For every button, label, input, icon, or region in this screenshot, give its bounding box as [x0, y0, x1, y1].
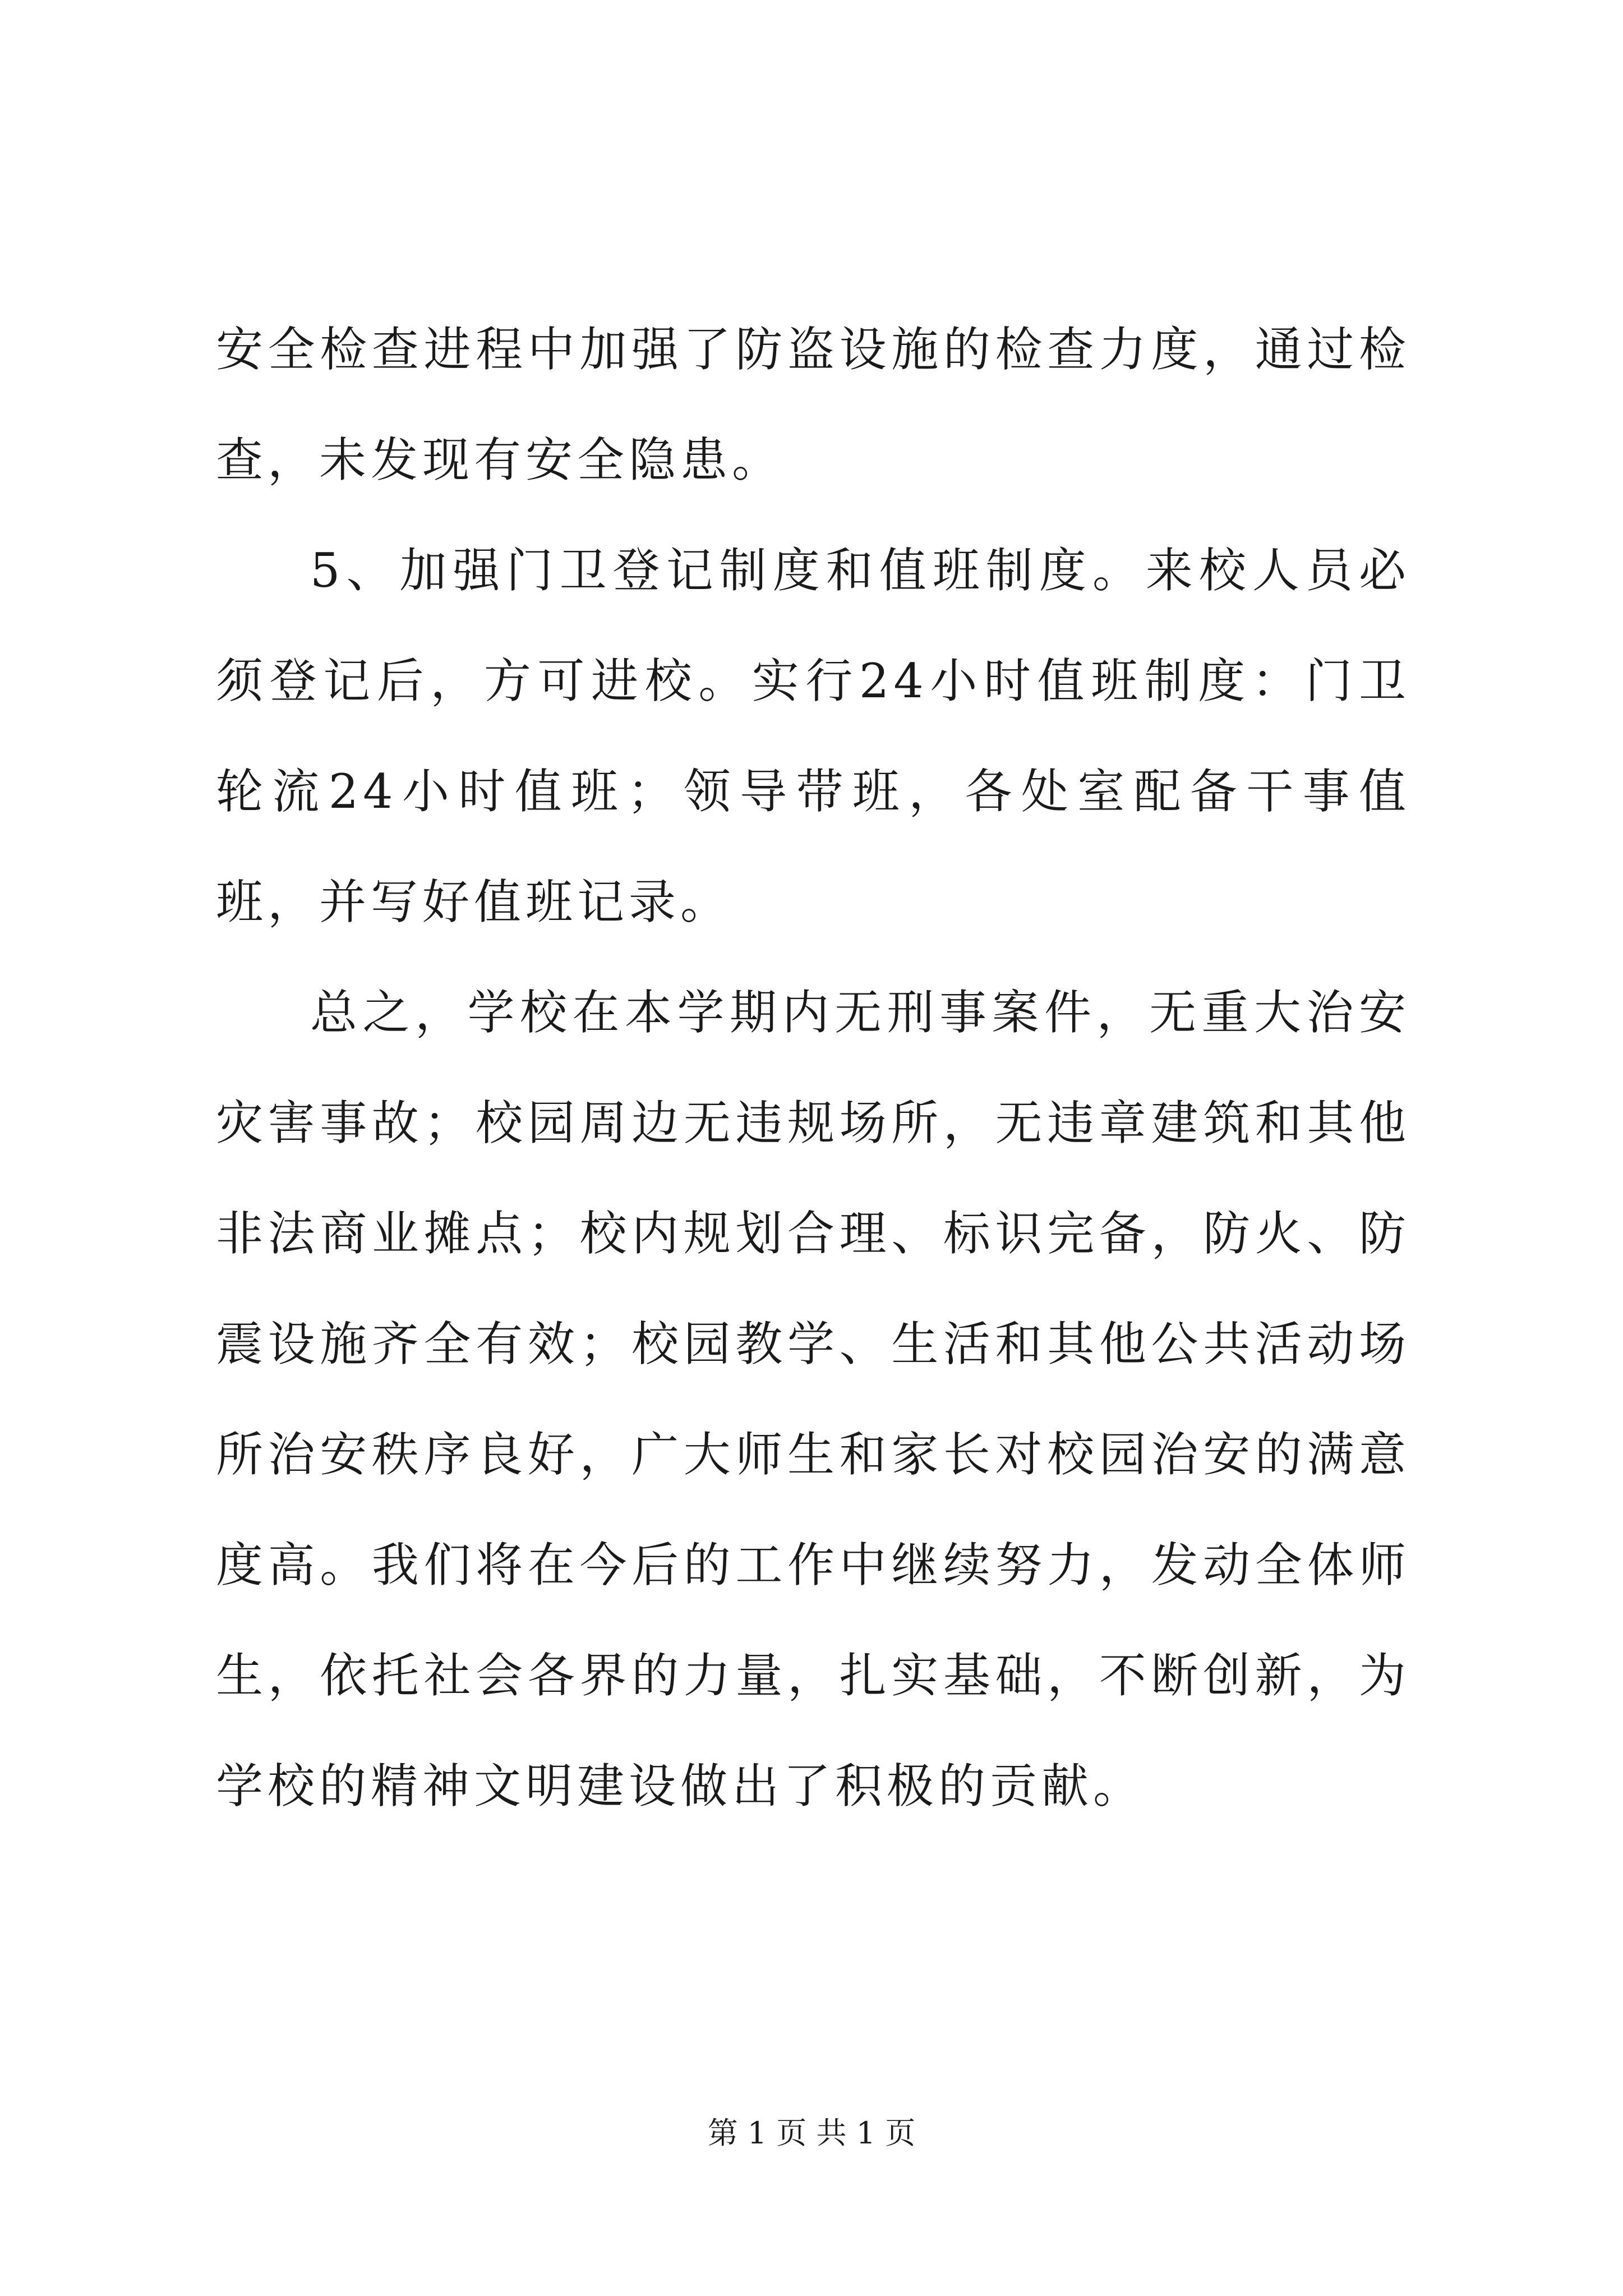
paragraph-1: 安全检查进程中加强了防盗设施的检查力度，通过检查，未发现有安全隐患。 — [216, 322, 1410, 487]
document-body — [216, 295, 1410, 1842]
page-footer: 第 1 页 共 1 页 — [707, 2115, 916, 2151]
paragraph-3: 总之，学校在本学期内无刑事案件，无重大治安灾害事故；校园周边无违规场所，无违章建筑和其他非法商业摊点；校内规划合理、标识完备，防火、防震设施齐全有效；校园教学、生活和其他公共活动场所治安秩序良好，广大师生和家长对校园治安的满意度高。我们将在今后的工作中继续努力，发动全体师生，依托社会各界的力量，扎实基础，不断创新，为学校的精神文明建设做出了积极的贡献。 — [216, 985, 1410, 1814]
paragraph-2: 5、加强门卫登记制度和值班制度。来校人员必须登记后，方可进校。实行24小时值班制度：门卫轮流24小时值班；领导带班，各处室配备干事值班，并写好值班记录。 — [216, 543, 1410, 930]
